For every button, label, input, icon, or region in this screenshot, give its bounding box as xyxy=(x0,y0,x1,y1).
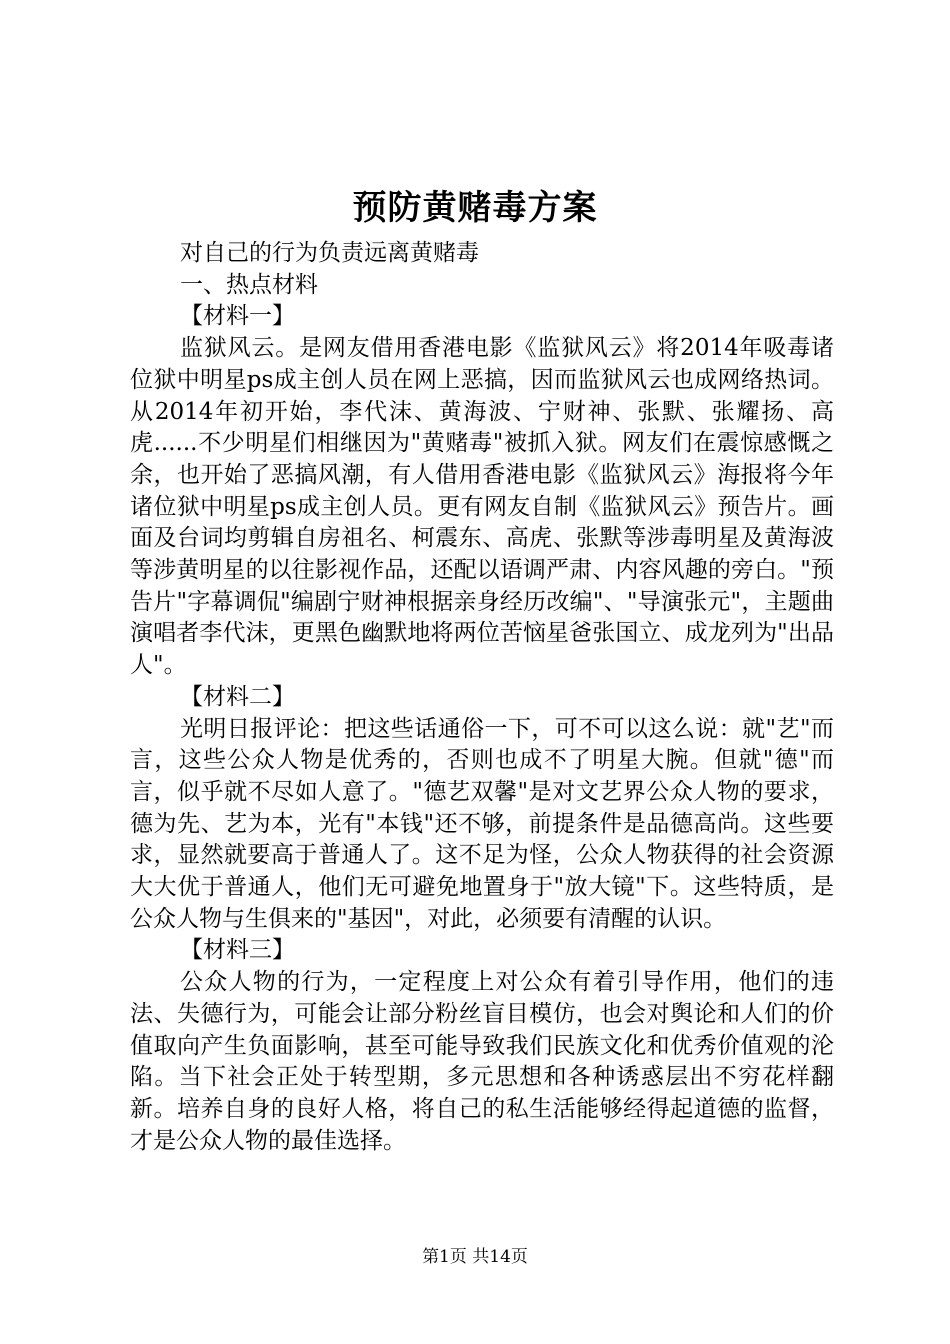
page-footer: 第1页 共14页 xyxy=(422,1247,528,1267)
material-3-label: 【材料三】 xyxy=(180,937,295,964)
section-heading: 一、热点材料 xyxy=(180,271,318,298)
subtitle: 对自己的行为负责远离黄赌毒 xyxy=(180,240,479,266)
material-3-text: 公众人物的行为，一定程度上对公众有着引导作用，他们的违法、失德行为，可能会让部分粉丝盲目模仿，也会对舆论和人们的价值取向产生负面影响，甚至可能导致我们民族文化和优秀价值观的沦陷。当下社会正处于转型期，多元思想和各种诱惑层出不穷花样翻新。培养自身的良好人格，将自己的私生活能够经得起道德的监督，才是公众人物的最佳选择。 xyxy=(130,969,834,1154)
material-1-label: 【材料一】 xyxy=(180,303,295,330)
material-1-text: 监狱风云。是网友借用香港电影《监狱风云》将2014年吸毒诸位狱中明星ps成主创人员在网上恶搞，因而监狱风云也成网络热词。从2014年初开始，李代沫、黄海波、宁财神、张默、张耀扬、高虎......不少明星们相继因为"黄赌毒"被抓入狱。网友们在震惊感慨之余，也开始了恶搞风潮，有人借用香港电影《监狱风云》海报将今年诸位狱中明星ps成主创人员。更有网友自制《监狱风云》预告片。画面及台词均剪辑自房祖名、柯震东、高虎、张默等涉毒明星及黄海波等涉黄明星的以往影视作品，还配以语调严肃、内容风趣的旁白。"预告片"字幕调侃"编剧宁财神根据亲身经历改编"、"导演张元"，主题曲演唱者李代沫，更黑色幽默地将两位苦恼星爸张国立、成龙列为"出品人"。 xyxy=(130,335,834,679)
document-title: 预防黄赌毒方案 xyxy=(352,188,598,228)
document-body xyxy=(130,238,834,1157)
material-2-label: 【材料二】 xyxy=(180,683,295,710)
material-2-text: 光明日报评论：把这些话通俗一下，可不可以这么说：就"艺"而言，这些公众人物是优秀的，否则也成不了明星大腕。但就"德"而言，似乎就不尽如人意了。"德艺双馨"是对文艺界公众人物的要求，德为先、艺为本，光有"本钱"还不够，前提条件是品德高尚。这些要求，显然就要高于普通人了。这不足为怪，公众人物获得的社会资源大大优于普通人，他们无可避免地置身于"放大镜"下。这些特质，是公众人物与生俱来的"基因"，对此，必须要有清醒的认识。 xyxy=(130,715,834,932)
